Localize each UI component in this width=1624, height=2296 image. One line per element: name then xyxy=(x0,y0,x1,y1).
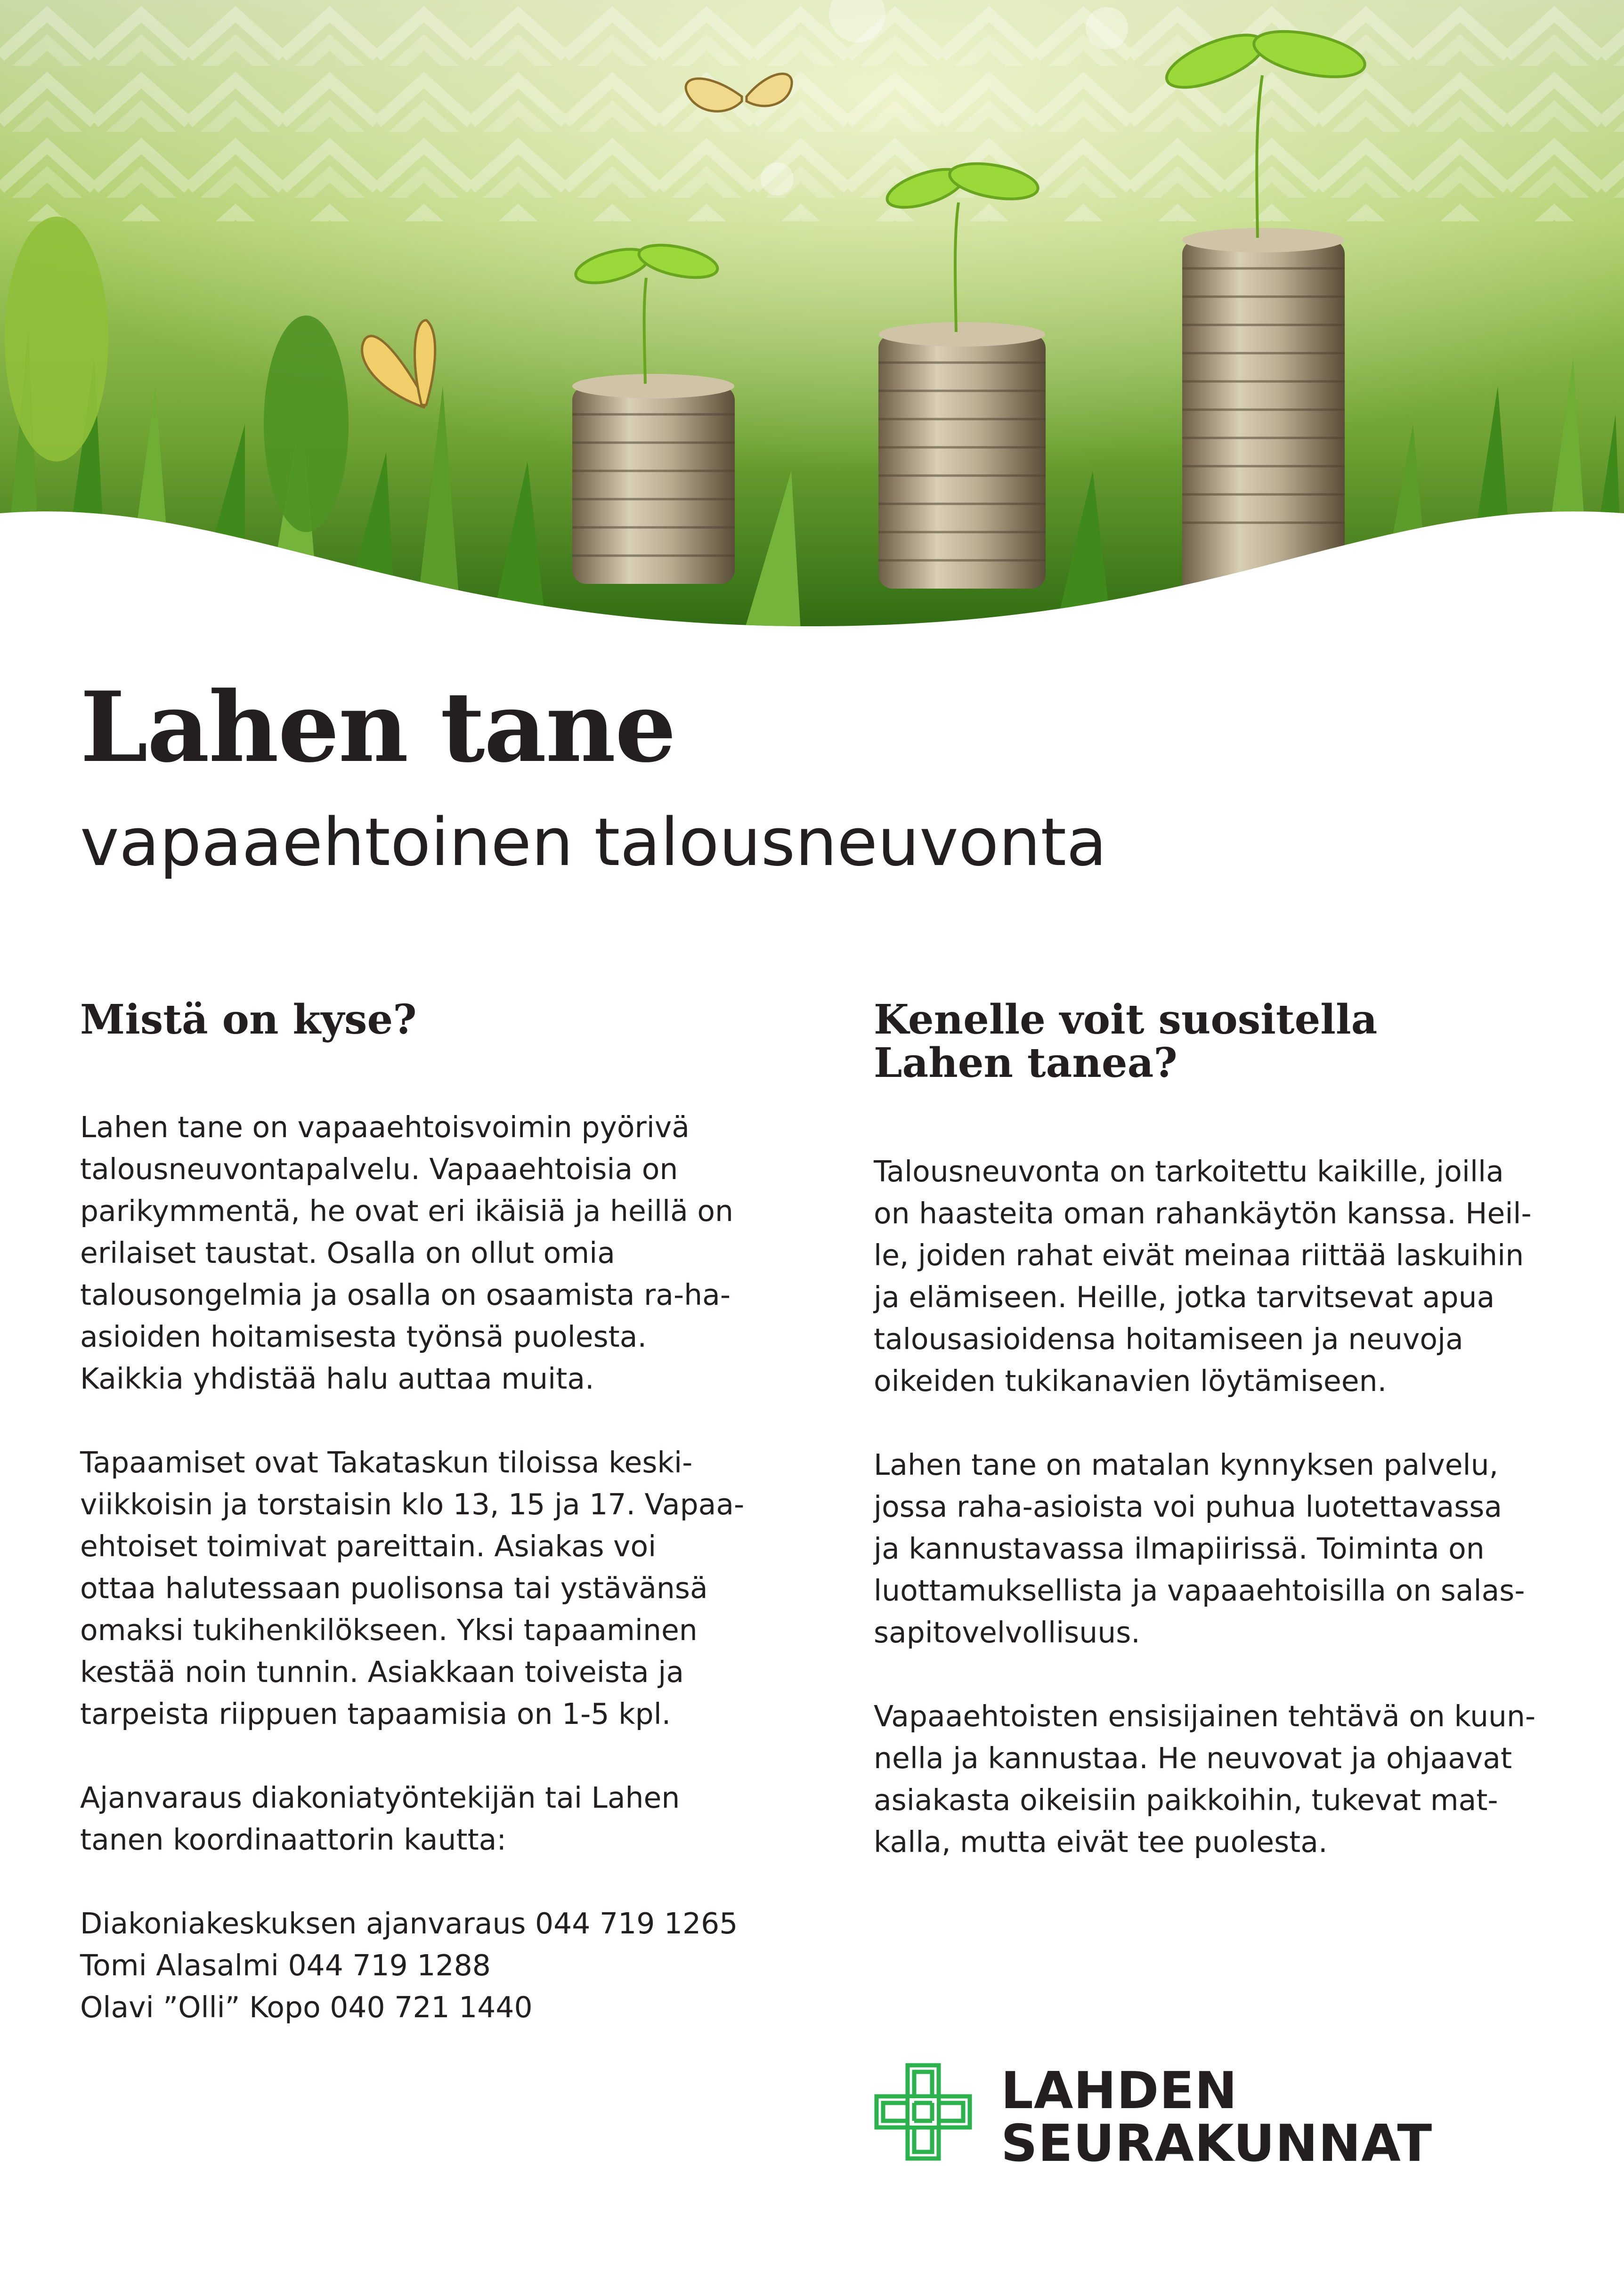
text-line: Lahen tane on vapaaehtoisvoimin pyörivä xyxy=(80,1110,690,1144)
text-line: talousasioidensa hoitamiseen ja neuvoja xyxy=(874,1322,1463,1356)
text-line: Ajanvaraus diakoniatyöntekijän tai Lahen xyxy=(80,1781,680,1815)
left-paragraph-2 xyxy=(80,1442,768,1735)
coin-stack-icon xyxy=(1182,228,1345,598)
text-line: asioiden hoitamisesta työnsä puolesta. xyxy=(80,1320,647,1354)
contact-item: Tomi Alasalmi 044 719 1288 xyxy=(80,1948,491,1982)
text-line: on haasteita oman rahankäytön kanssa. Heil- xyxy=(874,1197,1532,1230)
text-line: viikkoisin ja torstaisin klo 13, 15 ja 17. Vapaa- xyxy=(80,1488,745,1521)
page-title: Lahen tane xyxy=(80,671,675,784)
contact-item: Diakoniakeskuksen ajanvaraus 044 719 1265 xyxy=(80,1907,738,1940)
text-line: ottaa halutessaan puolisonsa tai ystävänsä xyxy=(80,1571,708,1605)
text-line: parikymmentä, he ovat eri ikäisiä ja heillä on xyxy=(80,1194,733,1228)
hero-image xyxy=(0,0,1624,631)
chevron-pattern-icon xyxy=(0,0,1624,221)
text-line: Tapaamiset ovat Takataskun tiloissa keski- xyxy=(80,1446,693,1479)
logo-line: LAHDEN xyxy=(1001,2062,1238,2120)
right-column xyxy=(874,998,1561,1905)
logo-line: SEURAKUNNAT xyxy=(1001,2114,1433,2173)
text-line: Lahen tane on matalan kynnyksen palvelu, xyxy=(874,1448,1499,1482)
lahden-seurakunnat-logo xyxy=(874,2062,1486,2204)
text-line: kalla, mutta eivät tee puolesta. xyxy=(874,1825,1328,1859)
text-line: tarpeista riippuen tapaamisia on 1-5 kpl. xyxy=(80,1697,671,1731)
coin-stack-icon xyxy=(878,322,1046,589)
text-line: ja elämiseen. Heille, jotka tarvitsevat apua xyxy=(874,1280,1495,1314)
text-line: omaksi tukihenkilökseen. Yksi tapaaminen xyxy=(80,1613,698,1647)
right-paragraph-3 xyxy=(874,1696,1561,1863)
text-line: oikeiden tukikanavien löytämiseen. xyxy=(874,1364,1387,1398)
text-line: ja kannustavassa ilmapiirissä. Toiminta on xyxy=(874,1532,1485,1566)
contact-item: Olavi ”Olli” Kopo 040 721 1440 xyxy=(80,1990,533,2024)
left-paragraph-3 xyxy=(80,1777,768,1861)
text-line: le, joiden rahat eivät meinaa riittää laskuihin xyxy=(874,1238,1524,1272)
text-line: talousneuvontapalvelu. Vapaaehtoisia on xyxy=(80,1152,678,1186)
cross-logo-icon xyxy=(874,2062,973,2161)
text-line: asiakasta oikeisiin paikkoihin, tukevat mat- xyxy=(874,1783,1498,1817)
right-paragraph-1 xyxy=(874,1151,1561,1402)
logo-wordmark xyxy=(1001,2062,1433,2173)
coin-stack-icon xyxy=(572,374,735,584)
text-line: luottamuksellista ja vapaaehtoisilla on salas- xyxy=(874,1574,1525,1608)
page-subtitle: vapaaehtoinen talousneuvonta xyxy=(80,804,1107,881)
right-paragraph-2 xyxy=(874,1444,1561,1654)
right-heading xyxy=(874,998,1561,1085)
left-heading: Mistä on kyse? xyxy=(80,996,417,1043)
left-column xyxy=(80,998,768,2070)
text-line: talousongelmia ja osalla on osaamista ra-ha- xyxy=(80,1278,731,1312)
text-line: nella ja kannustaa. He neuvovat ja ohjaavat xyxy=(874,1741,1512,1775)
text-line: jossa raha-asioista voi puhua luotettavassa xyxy=(874,1490,1502,1524)
text-line: ehtoiset toimivat pareittain. Asiakas voi xyxy=(80,1529,657,1563)
text-line: sapitovelvollisuus. xyxy=(874,1616,1140,1649)
contact-list xyxy=(80,1903,768,2029)
text-line: Talousneuvonta on tarkoitettu kaikille, joilla xyxy=(874,1155,1504,1188)
heading-line: Lahen tanea? xyxy=(874,1039,1177,1087)
text-line: Kaikkia yhdistää halu auttaa muita. xyxy=(80,1362,594,1396)
text-line: kestää noin tunnin. Asiakkaan toiveista ja xyxy=(80,1655,684,1689)
heading-line: Kenelle voit suositella xyxy=(874,996,1378,1043)
text-line: erilaiset taustat. Osalla on ollut omia xyxy=(80,1236,615,1270)
left-paragraph-1 xyxy=(80,1107,768,1400)
text-line: Vapaaehtoisten ensisijainen tehtävä on kuun- xyxy=(874,1699,1536,1733)
text-line: tanen koordinaattorin kautta: xyxy=(80,1823,507,1857)
